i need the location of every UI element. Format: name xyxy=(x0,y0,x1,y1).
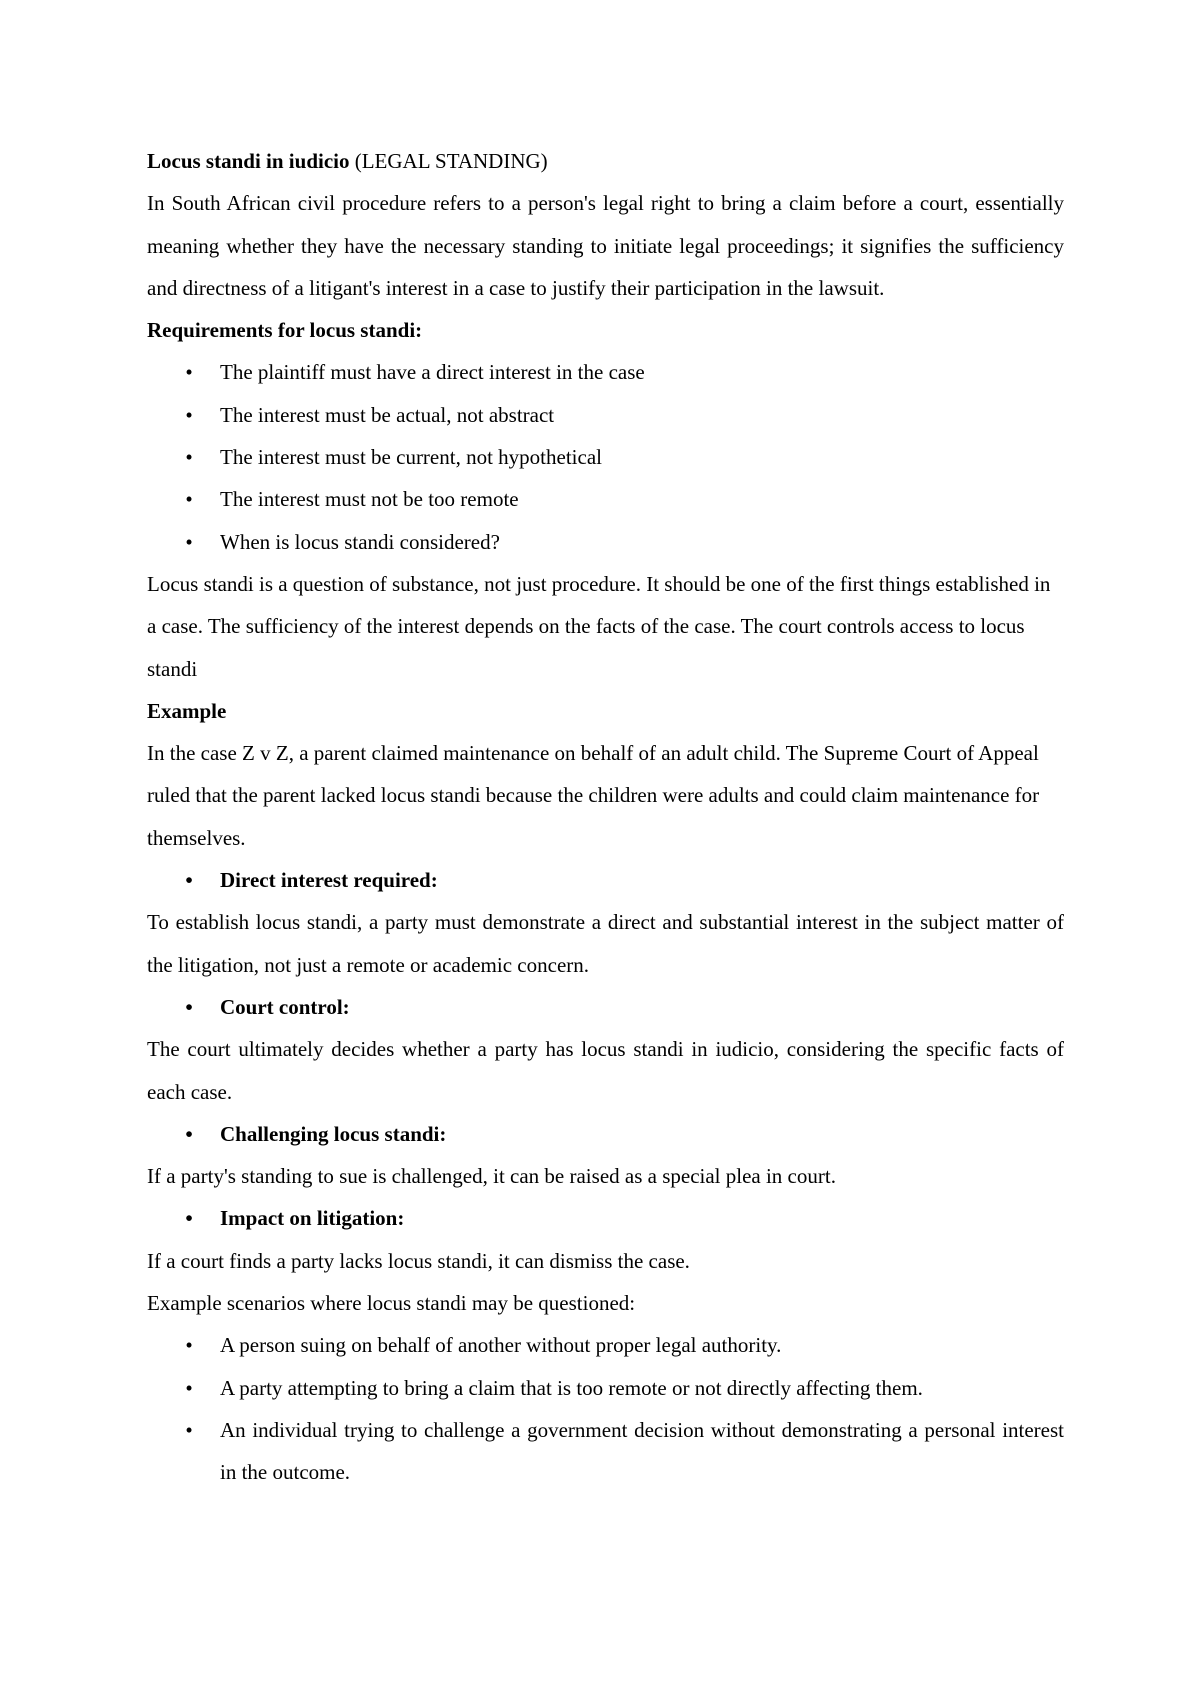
section-title-text: Challenging locus standi: xyxy=(220,1121,447,1146)
section-body: To establish locus standi, a party must demonstrate a direct and substantial interest in the subject matter of the litigation, not just a remote or academic concern. xyxy=(147,910,1064,977)
list-item xyxy=(147,478,1064,520)
list-item-text: The plaintiff must have a direct interest in the case xyxy=(220,360,645,385)
list-item-text: The interest must not be too remote xyxy=(220,487,519,512)
section-body: The court ultimately decides whether a party has locus standi in iudicio, considering the specific facts of each case. xyxy=(147,1037,1064,1104)
section-title xyxy=(147,1113,1064,1155)
list-item-text: An individual trying to challenge a government decision without demonstrating a personal interest in the outcome. xyxy=(220,1417,1064,1485)
list-item-text: The interest must be current, not hypothetical xyxy=(220,445,602,470)
requirements-heading: Requirements for locus standi: xyxy=(147,318,423,343)
document-heading xyxy=(147,140,1064,182)
document-page xyxy=(147,140,1064,1494)
example-heading: Example xyxy=(147,698,227,723)
list-item xyxy=(147,394,1064,436)
list-item-text: A person suing on behalf of another without proper legal authority. xyxy=(220,1333,782,1358)
example-paragraph: In the case Z v Z, a parent claimed maintenance on behalf of an adult child. The Supreme Court of Appeal ruled that the parent lacked locus standi because the children were adults and could claim maintenance for themselves. xyxy=(147,741,1040,850)
list-item xyxy=(147,351,1064,393)
bullet-icon: • xyxy=(185,868,193,893)
list-item-text: The interest must be actual, not abstract xyxy=(220,402,555,427)
bullet-icon: • xyxy=(185,445,193,470)
section-impact xyxy=(147,1197,1064,1239)
bullet-icon: • xyxy=(185,1417,193,1442)
list-item xyxy=(147,1324,1064,1366)
heading-bold: Locus standi in iudicio xyxy=(147,149,350,173)
scenarios-intro: Example scenarios where locus standi may be questioned: xyxy=(147,1291,636,1316)
section-title xyxy=(147,1197,1064,1239)
section-body: If a court finds a party lacks locus standi, it can dismiss the case. xyxy=(147,1248,690,1273)
bullet-icon: • xyxy=(185,994,193,1019)
section-title-text: Direct interest required: xyxy=(220,868,438,893)
list-item xyxy=(147,1367,1064,1409)
section-title xyxy=(147,986,1064,1028)
list-item-text: A party attempting to bring a claim that is too remote or not directly affecting them. xyxy=(220,1375,923,1400)
bullet-icon: • xyxy=(185,487,193,512)
section-court-control xyxy=(147,986,1064,1028)
requirements-list xyxy=(147,351,1064,562)
bullet-icon: • xyxy=(185,402,193,427)
heading-rest: (LEGAL STANDING) xyxy=(349,149,548,173)
section-title-text: Court control: xyxy=(220,994,350,1019)
list-item xyxy=(147,436,1064,478)
section-title-text: Impact on litigation: xyxy=(220,1206,405,1231)
bullet-icon: • xyxy=(185,529,193,554)
list-item-text: When is locus standi considered? xyxy=(220,529,500,554)
bullet-icon: • xyxy=(185,1121,193,1146)
bullet-icon: • xyxy=(185,1375,193,1400)
bullet-icon: • xyxy=(185,1333,193,1358)
intro-paragraph: In South African civil procedure refers to a person's legal right to bring a claim before a court, essentially meaning whether they have the necessary standing to initiate legal proceedings; it signifies the sufficiency and directness of a litigant's interest in a case to justify their participation in the lawsuit. xyxy=(147,191,1064,300)
section-direct-interest xyxy=(147,859,1064,901)
list-item xyxy=(147,1409,1064,1494)
bullet-icon: • xyxy=(185,360,193,385)
section-title xyxy=(147,859,1064,901)
section-challenging xyxy=(147,1113,1064,1155)
bullet-icon: • xyxy=(185,1206,193,1231)
considered-paragraph: Locus standi is a question of substance, not just procedure. It should be one of the first things established in a case. The sufficiency of the interest depends on the facts of the case. The court controls access to locus standi xyxy=(147,571,1051,681)
scenarios-list xyxy=(147,1324,1064,1493)
list-item xyxy=(147,521,1064,563)
section-body: If a party's standing to sue is challenged, it can be raised as a special plea in court. xyxy=(147,1164,836,1189)
